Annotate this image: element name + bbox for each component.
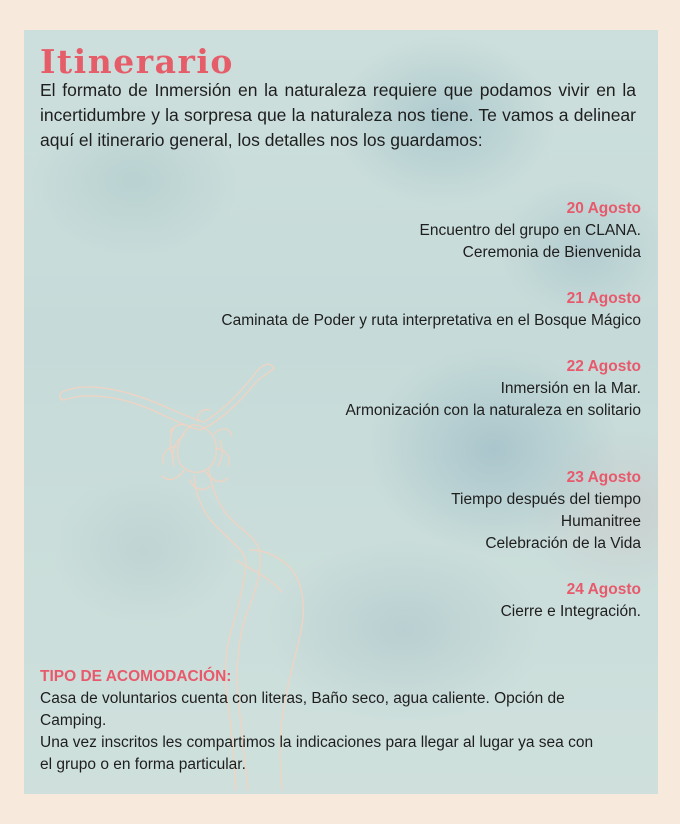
day-block [345,356,641,422]
day-date: 20 Agosto [566,200,641,217]
accommodation-line: Una vez inscritos les compartimos la indicaciones para llegar al lugar ya sea con [40,734,594,751]
itinerary-panel [24,30,658,794]
day-activity: Encuentro del grupo en CLANA. [419,222,641,239]
day-date: 22 Agosto [566,358,641,375]
day-activity: Tiempo después del tiempo [451,491,641,508]
day-activity: Humanitree [560,513,641,530]
accommodation-line: el grupo o en forma particular. [40,756,246,773]
day-block [501,579,641,623]
day-activity: Cierre e Integración. [500,603,641,620]
day-block [221,288,641,332]
accommodation-section [40,666,646,776]
day-block [420,198,641,264]
accommodation-heading: TIPO DE ACOMODACIÓN: [40,668,232,685]
intro-paragraph: El formato de Inmersión en la naturaleza requiere que podamos vivir en la incertidumbre y la sorpresa que la naturaleza nos tiene. Te vamos a delinear aquí el itinerario general, los detalles nos los guardamos: [40,80,636,150]
content-area [24,30,658,794]
day-block [451,467,641,555]
day-activity: Caminata de Poder y ruta interpretativa en el Bosque Mágico [221,312,641,329]
day-activity: Ceremonia de Bienvenida [462,244,641,261]
day-date: 23 Agosto [566,469,641,486]
day-activity: Celebración de la Vida [485,535,641,552]
day-activity: Armonización con la naturaleza en solitario [345,402,641,419]
page-title: Itinerario [40,42,234,81]
day-date: 24 Agosto [566,581,641,598]
day-date: 21 Agosto [566,290,641,307]
accommodation-line: Camping. [40,712,107,729]
day-activity: Inmersión en la Mar. [500,380,641,397]
accommodation-line: Casa de voluntarios cuenta con literas, Baño seco, agua caliente. Opción de [40,690,565,707]
